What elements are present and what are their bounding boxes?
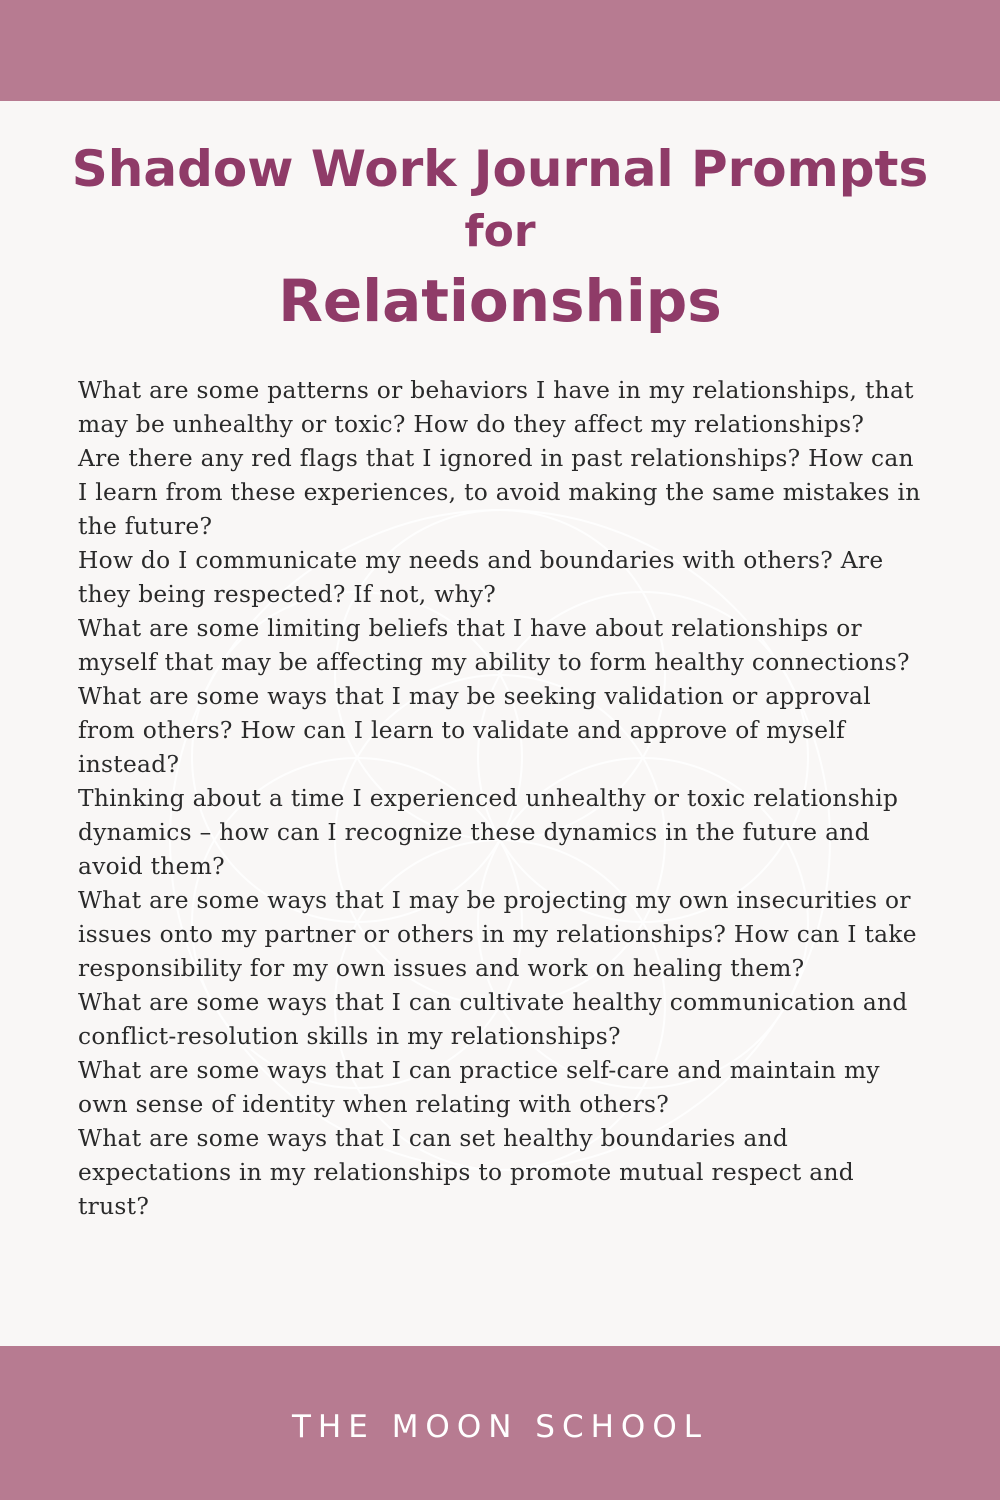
prompt-item: What are some patterns or behaviors I have in my relationships, that may be unhealthy or toxic? How do they affect my relationships?	[78, 377, 914, 438]
page-title	[0, 136, 1000, 340]
prompt-item: What are some ways that I may be seeking validation or approval from others? How can I learn to validate and approve of myself instead?	[78, 683, 871, 778]
title-line-1: Shadow Work Journal Prompts	[71, 140, 929, 198]
prompt-list	[78, 374, 928, 1224]
title-line-2: for	[464, 206, 536, 257]
prompt-item: Thinking about a time I experienced unhealthy or toxic relationship dynamics – how can I recognize these dynamics in the future and avoid them?	[78, 785, 899, 880]
prompt-item: What are some ways that I can cultivate healthy communication and conflict-resolution skills in my relationships?	[78, 989, 908, 1050]
prompt-item: Are there any red flags that I ignored in past relationships? How can I learn from these experiences, to avoid making the same mistakes in the future?	[78, 445, 921, 540]
footer-brand: THE MOON SCHOOL	[292, 1409, 708, 1445]
title-line-3: Relationships	[278, 267, 722, 335]
prompt-item: What are some ways that I can practice self-care and maintain my own sense of identity when relating with others?	[78, 1057, 880, 1118]
prompt-item: How do I communicate my needs and boundaries with others? Are they being respected? If not, why?	[78, 547, 884, 608]
prompt-item: What are some ways that I may be projecting my own insecurities or issues onto my partner or others in my relationships? How can I take responsibility for my own issues and work on healing them?	[78, 887, 917, 982]
prompt-item: What are some limiting beliefs that I have about relationships or myself that may be affecting my ability to form healthy connections?	[78, 615, 910, 676]
top-band	[0, 0, 1000, 101]
prompt-item: What are some ways that I can set healthy boundaries and expectations in my relationships to promote mutual respect and trust?	[78, 1125, 854, 1220]
